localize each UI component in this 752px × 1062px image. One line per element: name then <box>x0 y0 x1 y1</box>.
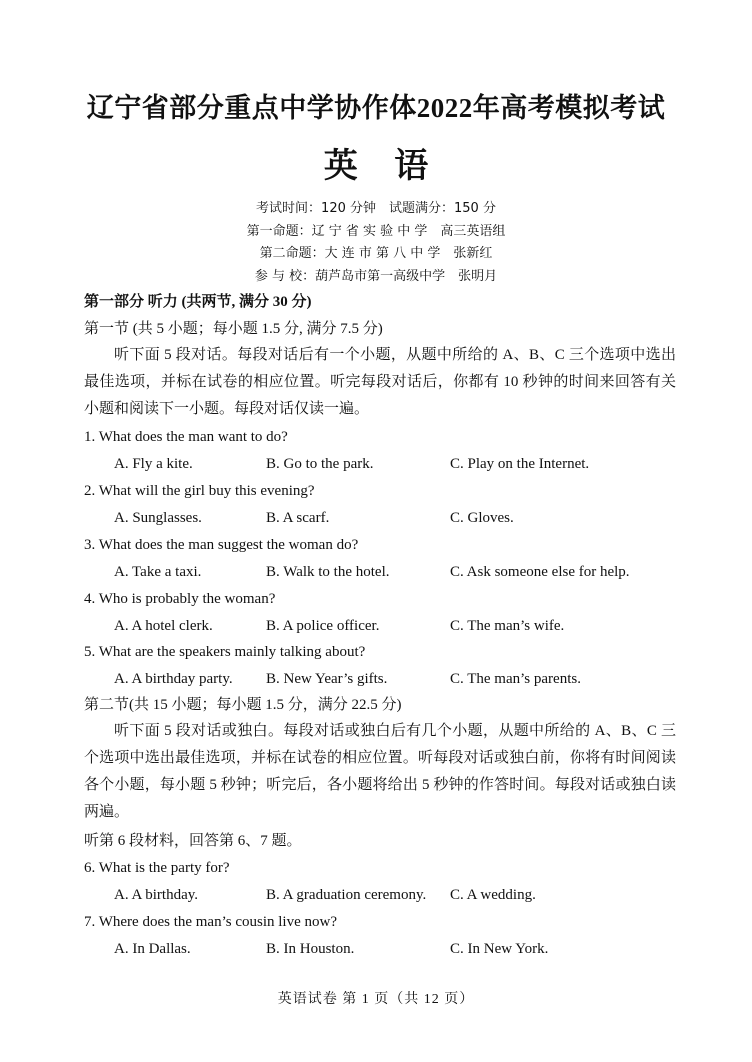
question-3: 3. What does the man suggest the woman do? <box>84 537 359 553</box>
section2-instructions: 听下面 5 段对话或独白。每段对话或独白后有几个小题，从题中所给的 A、B、C 三个选项中选出最佳选项，并标在试卷的相应位置。听每段对话或独白前，你将有时间阅读各个小题，每小题 5 秒钟；听完后，各小题将给出 5 秒钟的作答时间。每段对话或独白读两遍。 <box>84 723 676 820</box>
q1-option-a: A. Fly a kite. <box>114 456 193 472</box>
q6-option-b: B. A graduation ceremony. <box>266 887 427 903</box>
question-7: 7. Where does the man’s cousin live now? <box>84 914 337 930</box>
q4-option-a: A. A hotel clerk. <box>114 618 213 634</box>
q3-option-c: C. Ask someone else for help. <box>450 564 630 580</box>
q5-option-b: B. New Year’s gifts. <box>266 671 388 687</box>
q5-option-a: A. A birthday party. <box>114 671 233 687</box>
section1-heading: 第一节 (共 5 小题；每小题 1.5 分, 满分 7.5 分) <box>84 321 383 337</box>
q6-option-c: C. A wedding. <box>450 887 536 903</box>
question-4: 4. Who is probably the woman? <box>84 591 276 607</box>
section1-instructions: 听下面 5 段对话。每段对话后有一个小题，从题中所给的 A、B、C 三个选项中选出最佳选项，并标在试卷的相应位置。听完每段对话后，你都有 10 秒钟的时间来回答有关小题和阅读下一小题。每段对话仅读一遍。 <box>84 347 676 417</box>
setter-line-1: 第一命题：辽 宁 省 实 验 中 学 高三英语组 <box>246 224 506 239</box>
q3-option-a: A. Take a taxi. <box>114 564 202 580</box>
q2-option-a: A. Sunglasses. <box>114 510 202 526</box>
setter-line-3: 参 与 校：葫芦岛市第一高级中学 张明月 <box>254 269 498 284</box>
question-1: 1. What does the man want to do? <box>84 429 288 445</box>
q7-option-a: A. In Dallas. <box>114 941 191 957</box>
q2-option-c: C. Gloves. <box>450 510 514 526</box>
material-6-note: 听第 6 段材料，回答第 6、7 题。 <box>84 833 302 849</box>
question-6: 6. What is the party for? <box>84 860 230 876</box>
q7-option-c: C. In New York. <box>450 941 549 957</box>
question-2: 2. What will the girl buy this evening? <box>84 483 315 499</box>
page-footer: 英语试卷 第 1 页（共 12 页） <box>277 992 475 1007</box>
q1-option-b: B. Go to the park. <box>266 456 374 472</box>
question-5: 5. What are the speakers mainly talking about? <box>84 644 366 660</box>
q2-option-b: B. A scarf. <box>266 510 330 526</box>
exam-title: 辽宁省部分重点中学协作体2022年高考模拟考试 <box>86 93 666 123</box>
q5-option-c: C. The man’s parents. <box>450 671 581 687</box>
q4-option-c: C. The man’s wife. <box>450 618 565 634</box>
q1-option-c: C. Play on the Internet. <box>450 456 590 472</box>
section2-heading: 第二节(共 15 小题；每小题 1.5 分，满分 22.5 分) <box>84 697 402 713</box>
exam-info: 考试时间：120 分钟 试题满分：150 分 <box>256 201 496 216</box>
part1-heading: 第一部分 听力 (共两节, 满分 30 分) <box>84 294 312 310</box>
setter-line-2: 第二命题：大 连 市 第 八 中 学 张新红 <box>259 246 493 261</box>
q3-option-b: B. Walk to the hotel. <box>266 564 390 580</box>
q6-option-a: A. A birthday. <box>114 887 199 903</box>
subject-title: 英 语 <box>323 148 443 185</box>
q7-option-b: B. In Houston. <box>266 941 355 957</box>
q4-option-b: B. A police officer. <box>266 618 380 634</box>
